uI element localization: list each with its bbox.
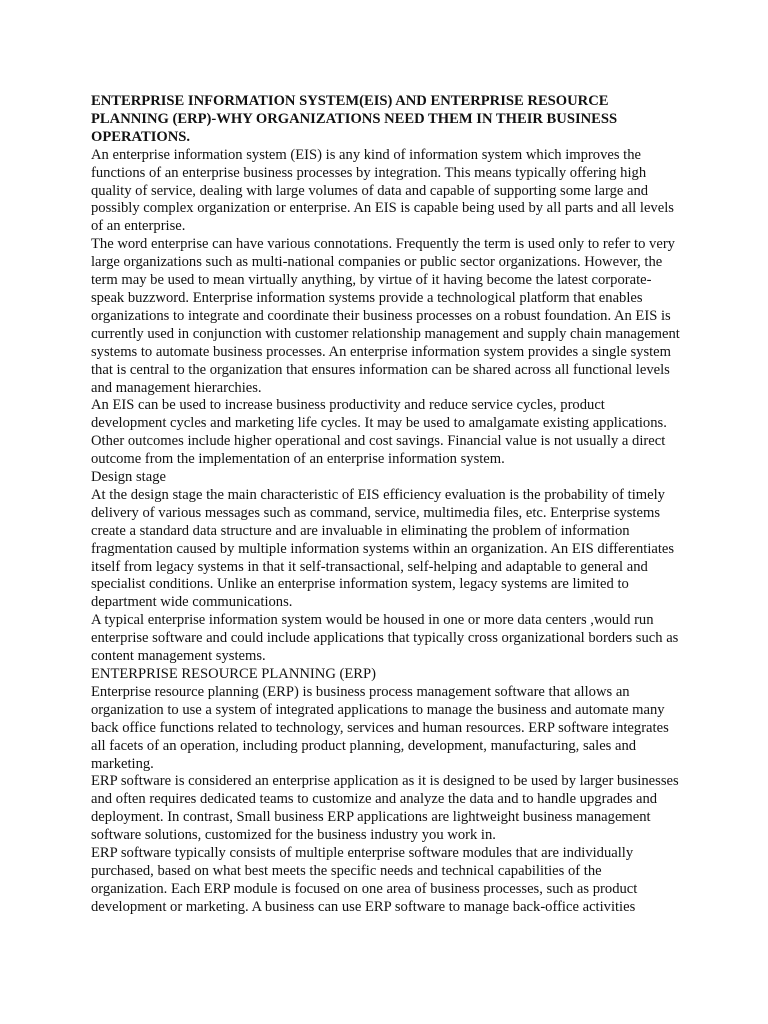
paragraph-eis-benefits: An EIS can be used to increase business productivity and reduce service cycles, product development cycles and marketing life cycles. It may be used to amalgamate existing applications. Other outcomes include higher operational and cost savings. Financial value is not usually a direct outcome from the implementation of an enterprise information system.: [91, 397, 667, 468]
section-heading-design-stage: Design stage: [91, 469, 166, 486]
paragraph-eis-definition: An enterprise information system (EIS) is any kind of information system which improves the functions of an enterprise business processes by integration. This means typically offering high quality of service, dealing with large volumes of data and capable of supporting some large and possibly complex organization or enterprise. An EIS is capable being used by all parts and all levels of an enterprise.: [91, 146, 674, 235]
document-title: ENTERPRISE INFORMATION SYSTEM(EIS) AND ENTERPRISE RESOURCE PLANNING (ERP)-WHY ORGANIZATIONS NEED THEM IN THEIR BUSINESS OPERATIONS.: [91, 93, 618, 145]
paragraph-typical-eis: A typical enterprise information system would be housed in one or more data centers ,would run enterprise software and could include applications that typically cross organizational borders such as content management systems.: [91, 612, 679, 665]
section-heading-erp: ENTERPRISE RESOURCE PLANNING (ERP): [91, 666, 376, 682]
paragraph-enterprise-connotations: The word enterprise can have various connotations. Frequently the term is used only to refer to very large organizations such as multi-national companies or public sector organizations. However, the term may be used to mean virtually anything, by virtue of it having become the latest corporate-speak buzzword. Enterprise information systems provide a technological platform that enables organizations to integrate and coordinate their business processes on a robust foundation. An EIS is currently used in conjunction with customer relationship management and supply chain management systems to automate business processes. An enterprise information system provides a single system that is central to the organization that ensures information can be shared across all functional levels and management hierarchies.: [91, 236, 680, 396]
paragraph-design-stage: At the design stage the main characteristic of EIS efficiency evaluation is the probability of timely delivery of various messages such as command, service, multimedia files, etc. Enterprise systems create a standard data structure and are invaluable in eliminating the problem of information fragmentation caused by multiple information systems within an organization. An EIS differentiates itself from legacy systems in that it self-transactional, self-helping and adaptable to general and specialist conditions. Unlike an enterprise information system, legacy systems are limited to department wide communications.: [91, 486, 675, 611]
document-page: [91, 93, 681, 917]
paragraph-erp-modules: ERP software typically consists of multiple enterprise software modules that are individually purchased, based on what best meets the specific needs and technical capabilities of the organization. Each ERP module is focused on one area of business processes, such as product development or marketing. A business can use ERP software to manage back-office activities: [91, 845, 638, 915]
paragraph-erp-definition: Enterprise resource planning (ERP) is business process management software that allows an organization to use a system of integrated applications to manage the business and automate many back office functions related to technology, services and human resources. ERP software integrates all facets of an operation, including product planning, development, manufacturing, sales and marketing.: [91, 683, 669, 772]
paragraph-erp-enterprise-application: ERP software is considered an enterprise application as it is designed to be used by larger businesses and often requires dedicated teams to customize and analyze the data and to handle upgrades and deployment. In contrast, Small business ERP applications are lightweight business management software solutions, customized for the business industry you work in.: [91, 773, 679, 844]
